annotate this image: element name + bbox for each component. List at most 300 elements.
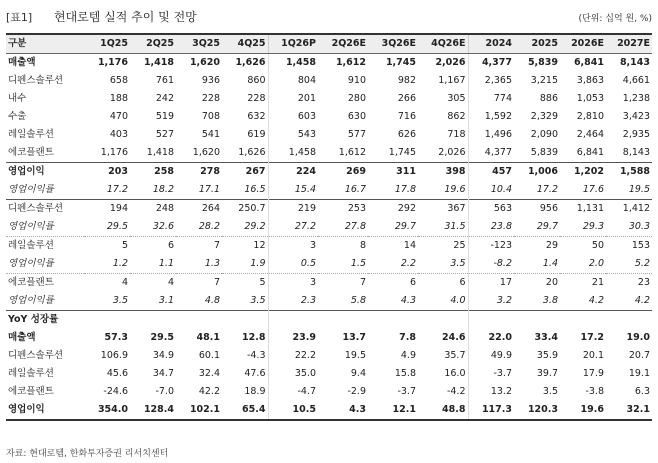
table-row xyxy=(6,200,652,219)
value-cell: 13.2 xyxy=(468,383,514,401)
value-cell: 3.5 xyxy=(542,386,558,397)
value-cell: 804 xyxy=(268,72,318,90)
value-cell: 6 xyxy=(368,274,418,293)
value-cell: 1,053 xyxy=(576,93,604,104)
value-cell: 34.9 xyxy=(152,350,174,361)
value-cell: 153 xyxy=(606,237,652,256)
value-cell: 5,839 xyxy=(527,57,558,68)
value-cell: 102.1 xyxy=(176,401,222,420)
value-cell: 4.3 xyxy=(318,401,368,420)
value-cell: 17.2 xyxy=(536,184,558,195)
value-cell: 253 xyxy=(318,200,368,219)
value-cell: 20.1 xyxy=(582,350,604,361)
value-cell: 619 xyxy=(247,129,266,140)
value-cell: 5,839 xyxy=(530,147,558,158)
value-cell: 1.2 xyxy=(112,258,128,269)
value-cell: 3,215 xyxy=(530,75,558,86)
table-row xyxy=(6,90,652,108)
row-label: 에코플랜트 xyxy=(6,274,84,293)
value-cell: 626 xyxy=(397,129,416,140)
value-cell: 2,090 xyxy=(530,129,558,140)
value-cell: 910 xyxy=(347,75,366,86)
value-cell: 266 xyxy=(397,93,416,104)
table-body xyxy=(6,54,652,421)
value-cell: 17 xyxy=(468,274,514,293)
value-cell: 860 xyxy=(247,75,266,86)
value-cell: 280 xyxy=(347,93,366,104)
value-cell: 23.8 xyxy=(468,218,514,237)
value-cell: 1,588 xyxy=(606,163,652,182)
value-cell: 49.9 xyxy=(468,347,514,365)
value-cell: -7.0 xyxy=(155,386,174,397)
table-row xyxy=(6,347,652,365)
table-title: 현대로템 실적 추이 및 전망 xyxy=(54,10,197,24)
value-cell: 120.3 xyxy=(514,401,560,420)
header-period-cell: 4Q26E xyxy=(418,34,468,54)
value-cell: 35.7 xyxy=(444,350,466,361)
header-period-cell: 2026E xyxy=(560,34,606,54)
value-cell: 457 xyxy=(468,163,514,182)
value-cell: 29.5 xyxy=(106,221,128,232)
value-cell: 188 xyxy=(109,93,128,104)
value-cell: 14 xyxy=(368,237,418,256)
value-cell: 106.9 xyxy=(100,350,128,361)
value-cell: 267 xyxy=(222,163,268,182)
row-label: 영업이익률 xyxy=(8,295,54,306)
value-cell: 563 xyxy=(468,200,514,219)
value-cell: 57.3 xyxy=(104,332,128,343)
value-cell: 17.1 xyxy=(198,184,220,195)
value-cell: 2,464 xyxy=(576,129,604,140)
value-cell: 12.8 xyxy=(242,332,266,343)
value-cell: 3,863 xyxy=(576,75,604,86)
value-cell: 2,365 xyxy=(468,72,514,90)
table-row xyxy=(6,292,652,311)
unit-note: (단위: 십억 원, %) xyxy=(578,14,652,24)
value-cell: 29.3 xyxy=(582,221,604,232)
value-cell: 6 xyxy=(130,237,176,256)
value-cell: 4.0 xyxy=(450,295,466,306)
value-cell: 269 xyxy=(318,163,368,182)
value-cell: 2.3 xyxy=(268,292,318,311)
table-header-row xyxy=(6,34,652,54)
value-cell: 1,418 xyxy=(146,147,174,158)
value-cell: 3,423 xyxy=(622,111,650,122)
row-label: 에코플랜트 xyxy=(8,386,54,397)
table-row xyxy=(6,383,652,401)
value-cell: 4.8 xyxy=(204,295,220,306)
value-cell: 519 xyxy=(155,111,174,122)
value-cell: 761 xyxy=(155,75,174,86)
value-cell: 3.5 xyxy=(250,295,266,306)
value-cell: 12 xyxy=(222,237,268,256)
value-cell: 8,143 xyxy=(622,147,650,158)
value-cell: 718 xyxy=(447,129,466,140)
row-label: 매출액 xyxy=(8,57,36,68)
table-row xyxy=(6,365,652,383)
value-cell xyxy=(84,311,130,330)
value-cell: 577 xyxy=(347,129,366,140)
value-cell: 12.1 xyxy=(368,401,418,420)
value-cell: 1,620 xyxy=(189,57,220,68)
value-cell xyxy=(418,311,468,330)
value-cell: -4.2 xyxy=(446,386,466,397)
value-cell: 8 xyxy=(318,237,368,256)
value-cell: 117.3 xyxy=(468,401,514,420)
value-cell: 15.4 xyxy=(268,181,318,200)
value-cell: 22.2 xyxy=(268,347,318,365)
value-cell: 367 xyxy=(418,200,468,219)
header-label-cell: 구분 xyxy=(6,34,84,54)
header-period-cell: 2Q25 xyxy=(130,34,176,54)
value-cell: 33.4 xyxy=(534,332,558,343)
value-cell: 1,745 xyxy=(385,57,416,68)
value-cell xyxy=(606,311,652,330)
value-cell: 23.9 xyxy=(268,329,318,347)
value-cell: 3.2 xyxy=(468,292,514,311)
value-cell: 29 xyxy=(514,237,560,256)
value-cell: -3.8 xyxy=(585,386,604,397)
value-cell: 2,935 xyxy=(622,129,650,140)
value-cell: 128.4 xyxy=(130,401,176,420)
value-cell: -3.7 xyxy=(397,386,416,397)
value-cell: 228 xyxy=(247,93,266,104)
table-row xyxy=(6,329,652,347)
value-cell: 1,176 xyxy=(97,57,128,68)
value-cell: 23 xyxy=(606,274,652,293)
earnings-table xyxy=(6,33,652,421)
value-cell: 1.9 xyxy=(250,258,266,269)
header-period-cell: 2024 xyxy=(468,34,514,54)
value-cell xyxy=(268,311,318,330)
value-cell: 4,377 xyxy=(468,144,514,163)
value-cell: 1,131 xyxy=(560,200,606,219)
value-cell: 2.2 xyxy=(400,258,416,269)
table-row xyxy=(6,401,652,420)
row-label: 영업이익률 xyxy=(8,184,54,195)
value-cell: 48.1 xyxy=(196,332,220,343)
value-cell: 250.7 xyxy=(222,200,268,219)
value-cell: 1,418 xyxy=(143,57,174,68)
value-cell: 1,458 xyxy=(268,144,318,163)
value-cell: 4,661 xyxy=(622,75,650,86)
value-cell: 3 xyxy=(268,274,318,293)
value-cell: 7 xyxy=(176,274,222,293)
value-cell: 541 xyxy=(201,129,220,140)
value-cell: 6,841 xyxy=(573,57,604,68)
value-cell: 1,612 xyxy=(335,57,366,68)
table-row xyxy=(6,126,652,144)
value-cell: 5 xyxy=(222,274,268,293)
value-cell: 7 xyxy=(176,237,222,256)
value-cell: 248 xyxy=(130,200,176,219)
value-cell: 16.7 xyxy=(344,184,366,195)
value-cell: -4.7 xyxy=(268,383,318,401)
value-cell: 25 xyxy=(418,237,468,256)
value-cell: 30.3 xyxy=(628,221,650,232)
value-cell: 632 xyxy=(247,111,266,122)
value-cell: 32.6 xyxy=(152,221,174,232)
row-label: 매출액 xyxy=(8,332,36,343)
value-cell: 13.7 xyxy=(342,332,366,343)
value-cell: 16.5 xyxy=(244,184,266,195)
value-cell: 19.0 xyxy=(626,332,650,343)
row-label: 수출 xyxy=(8,111,27,122)
row-label: 레일솔루션 xyxy=(8,368,54,379)
value-cell: 1,620 xyxy=(192,147,220,158)
value-cell: 1,412 xyxy=(606,200,652,219)
value-cell: 398 xyxy=(418,163,468,182)
value-cell: 60.1 xyxy=(198,350,220,361)
table-row xyxy=(6,181,652,200)
table-row xyxy=(6,218,652,237)
value-cell: 20 xyxy=(514,274,560,293)
value-cell: 18.9 xyxy=(244,386,266,397)
value-cell: 4.2 xyxy=(588,295,604,306)
value-cell: 2.0 xyxy=(588,258,604,269)
value-cell: -8.2 xyxy=(468,255,514,274)
value-cell: 278 xyxy=(176,163,222,182)
value-cell: 19.5 xyxy=(628,184,650,195)
value-cell: 1,592 xyxy=(468,108,514,126)
value-cell: 7 xyxy=(318,274,368,293)
value-cell: 18.2 xyxy=(152,184,174,195)
value-cell: 1,238 xyxy=(622,93,650,104)
value-cell: 48.8 xyxy=(418,401,468,420)
table-row xyxy=(6,311,652,330)
value-cell: 27.8 xyxy=(344,221,366,232)
table-row xyxy=(6,108,652,126)
value-cell: 936 xyxy=(201,75,220,86)
value-cell: 34.7 xyxy=(152,368,174,379)
value-cell: 292 xyxy=(368,200,418,219)
value-cell xyxy=(468,311,514,330)
value-cell: 1,458 xyxy=(268,54,318,73)
row-label: 영업이익률 xyxy=(8,258,54,269)
value-cell: 29.5 xyxy=(150,332,174,343)
value-cell: 22.0 xyxy=(468,329,514,347)
value-cell: 5 xyxy=(84,237,130,256)
value-cell: 658 xyxy=(109,75,128,86)
value-cell: 3.1 xyxy=(158,295,174,306)
value-cell: 1,626 xyxy=(235,57,266,68)
value-cell: 956 xyxy=(514,200,560,219)
header-period-cell: 1Q25 xyxy=(84,34,130,54)
value-cell: 886 xyxy=(539,93,558,104)
row-label: 레일솔루션 xyxy=(8,129,54,140)
value-cell: 242 xyxy=(155,93,174,104)
value-cell: 32.1 xyxy=(606,401,652,420)
value-cell: 19.5 xyxy=(344,350,366,361)
value-cell xyxy=(368,311,418,330)
value-cell: 224 xyxy=(268,163,318,182)
value-cell: 39.7 xyxy=(536,368,558,379)
value-cell xyxy=(560,311,606,330)
value-cell: 603 xyxy=(268,108,318,126)
value-cell: 17.2 xyxy=(580,332,604,343)
value-cell: 1.1 xyxy=(158,258,174,269)
row-label: YoY 성장률 xyxy=(6,311,84,330)
value-cell: 65.4 xyxy=(222,401,268,420)
table-row xyxy=(6,144,652,163)
value-cell: 3 xyxy=(268,237,318,256)
value-cell: 50 xyxy=(560,237,606,256)
value-cell: 42.2 xyxy=(198,386,220,397)
value-cell: 1.3 xyxy=(204,258,220,269)
value-cell: 1,176 xyxy=(100,147,128,158)
table-number-tag: [표1] xyxy=(6,11,33,24)
header-period-cell: 1Q26P xyxy=(268,34,318,54)
row-label: 영업이익 xyxy=(6,401,84,420)
value-cell: -3.7 xyxy=(468,365,514,383)
value-cell: 15.8 xyxy=(394,368,416,379)
value-cell: 228 xyxy=(201,93,220,104)
table-row xyxy=(6,163,652,182)
value-cell: 2,329 xyxy=(530,111,558,122)
value-cell: 708 xyxy=(201,111,220,122)
row-label: 내수 xyxy=(8,93,27,104)
value-cell: 29.2 xyxy=(244,221,266,232)
value-cell xyxy=(130,311,176,330)
value-cell: 17.8 xyxy=(394,184,416,195)
value-cell: -2.9 xyxy=(347,386,366,397)
value-cell: 29.7 xyxy=(394,221,416,232)
value-cell xyxy=(176,311,222,330)
table-row xyxy=(6,237,652,256)
value-cell: 20.7 xyxy=(628,350,650,361)
value-cell: 4 xyxy=(84,274,130,293)
value-cell: -123 xyxy=(468,237,514,256)
row-label: 레일솔루션 xyxy=(6,237,84,256)
value-cell: 4,377 xyxy=(468,54,514,73)
value-cell: 5.8 xyxy=(350,295,366,306)
row-label: 에코플랜트 xyxy=(8,147,54,158)
value-cell: 527 xyxy=(155,129,174,140)
table-title-row xyxy=(6,6,652,28)
value-cell: 4.3 xyxy=(400,295,416,306)
value-cell: 354.0 xyxy=(84,401,130,420)
value-cell: 24.6 xyxy=(442,332,466,343)
value-cell: 32.4 xyxy=(198,368,220,379)
value-cell: 17.2 xyxy=(106,184,128,195)
value-cell: 6 xyxy=(418,274,468,293)
value-cell: 21 xyxy=(560,274,606,293)
value-cell: 31.5 xyxy=(444,221,466,232)
value-cell: 35.0 xyxy=(268,365,318,383)
value-cell: 194 xyxy=(84,200,130,219)
value-cell: 19.1 xyxy=(628,368,650,379)
value-cell: 9.4 xyxy=(350,368,366,379)
header-period-cell: 3Q25 xyxy=(176,34,222,54)
header-period-cell: 2Q26E xyxy=(318,34,368,54)
value-cell: -4.3 xyxy=(246,350,266,361)
value-cell: 403 xyxy=(109,129,128,140)
value-cell: 862 xyxy=(447,111,466,122)
value-cell: 716 xyxy=(397,111,416,122)
value-cell: 1,167 xyxy=(438,75,466,86)
value-cell: 219 xyxy=(268,200,318,219)
value-cell: 2,026 xyxy=(438,147,466,158)
table-row xyxy=(6,54,652,73)
header-period-cell: 4Q25 xyxy=(222,34,268,54)
value-cell: 7.8 xyxy=(399,332,416,343)
value-cell: 10.5 xyxy=(268,401,318,420)
value-cell: 0.5 xyxy=(268,255,318,274)
value-cell: 305 xyxy=(447,93,466,104)
value-cell: 3.5 xyxy=(450,258,466,269)
value-cell: 1.4 xyxy=(542,258,558,269)
value-cell: 4 xyxy=(130,274,176,293)
table-row xyxy=(6,255,652,274)
value-cell: 258 xyxy=(130,163,176,182)
value-cell: 29.7 xyxy=(536,221,558,232)
value-cell: 6.3 xyxy=(634,386,650,397)
value-cell: 1,626 xyxy=(238,147,266,158)
value-cell: 311 xyxy=(368,163,418,182)
value-cell: 1,612 xyxy=(338,147,366,158)
value-cell: 27.2 xyxy=(268,218,318,237)
value-cell: 2,810 xyxy=(576,111,604,122)
row-label: 디펜스솔루션 xyxy=(6,200,84,219)
value-cell: 3.8 xyxy=(542,295,558,306)
value-cell: 201 xyxy=(268,90,318,108)
value-cell: 1,496 xyxy=(468,126,514,144)
table-row xyxy=(6,72,652,90)
value-cell: 1,006 xyxy=(514,163,560,182)
value-cell: 47.6 xyxy=(244,368,266,379)
value-cell: 6,841 xyxy=(576,147,604,158)
value-cell: 16.0 xyxy=(444,368,466,379)
value-cell: 1,202 xyxy=(560,163,606,182)
header-period-cell: 3Q26E xyxy=(368,34,418,54)
value-cell: 45.6 xyxy=(106,368,128,379)
row-label: 디펜스솔루션 xyxy=(8,75,64,86)
value-cell: 10.4 xyxy=(468,181,514,200)
table-row xyxy=(6,274,652,293)
value-cell: 543 xyxy=(268,126,318,144)
row-label: 영업이익률 xyxy=(8,221,54,232)
value-cell: 17.9 xyxy=(582,368,604,379)
value-cell: 4.9 xyxy=(400,350,416,361)
value-cell xyxy=(318,311,368,330)
value-cell: 17.6 xyxy=(582,184,604,195)
value-cell: 4.2 xyxy=(634,295,650,306)
value-cell: 203 xyxy=(84,163,130,182)
value-cell: 19.6 xyxy=(560,401,606,420)
value-cell: 35.9 xyxy=(536,350,558,361)
value-cell: 2,026 xyxy=(435,57,466,68)
source-note: 자료: 현대로템, 한화투자증권 리서치센터 xyxy=(6,449,169,459)
value-cell: 3.5 xyxy=(112,295,128,306)
value-cell: 470 xyxy=(109,111,128,122)
value-cell xyxy=(222,311,268,330)
value-cell: 1.5 xyxy=(350,258,366,269)
value-cell: 19.6 xyxy=(444,184,466,195)
value-cell: 630 xyxy=(347,111,366,122)
value-cell: 982 xyxy=(397,75,416,86)
value-cell: 774 xyxy=(468,90,514,108)
value-cell: 8,143 xyxy=(619,57,650,68)
row-label: 영업이익 xyxy=(6,163,84,182)
row-label: 디펜스솔루션 xyxy=(8,350,64,361)
value-cell: 264 xyxy=(176,200,222,219)
value-cell xyxy=(514,311,560,330)
header-period-cell: 2027E xyxy=(606,34,652,54)
value-cell: -24.6 xyxy=(103,386,128,397)
value-cell: 5.2 xyxy=(634,258,650,269)
value-cell: 1,745 xyxy=(388,147,416,158)
header-period-cell: 2025 xyxy=(514,34,560,54)
